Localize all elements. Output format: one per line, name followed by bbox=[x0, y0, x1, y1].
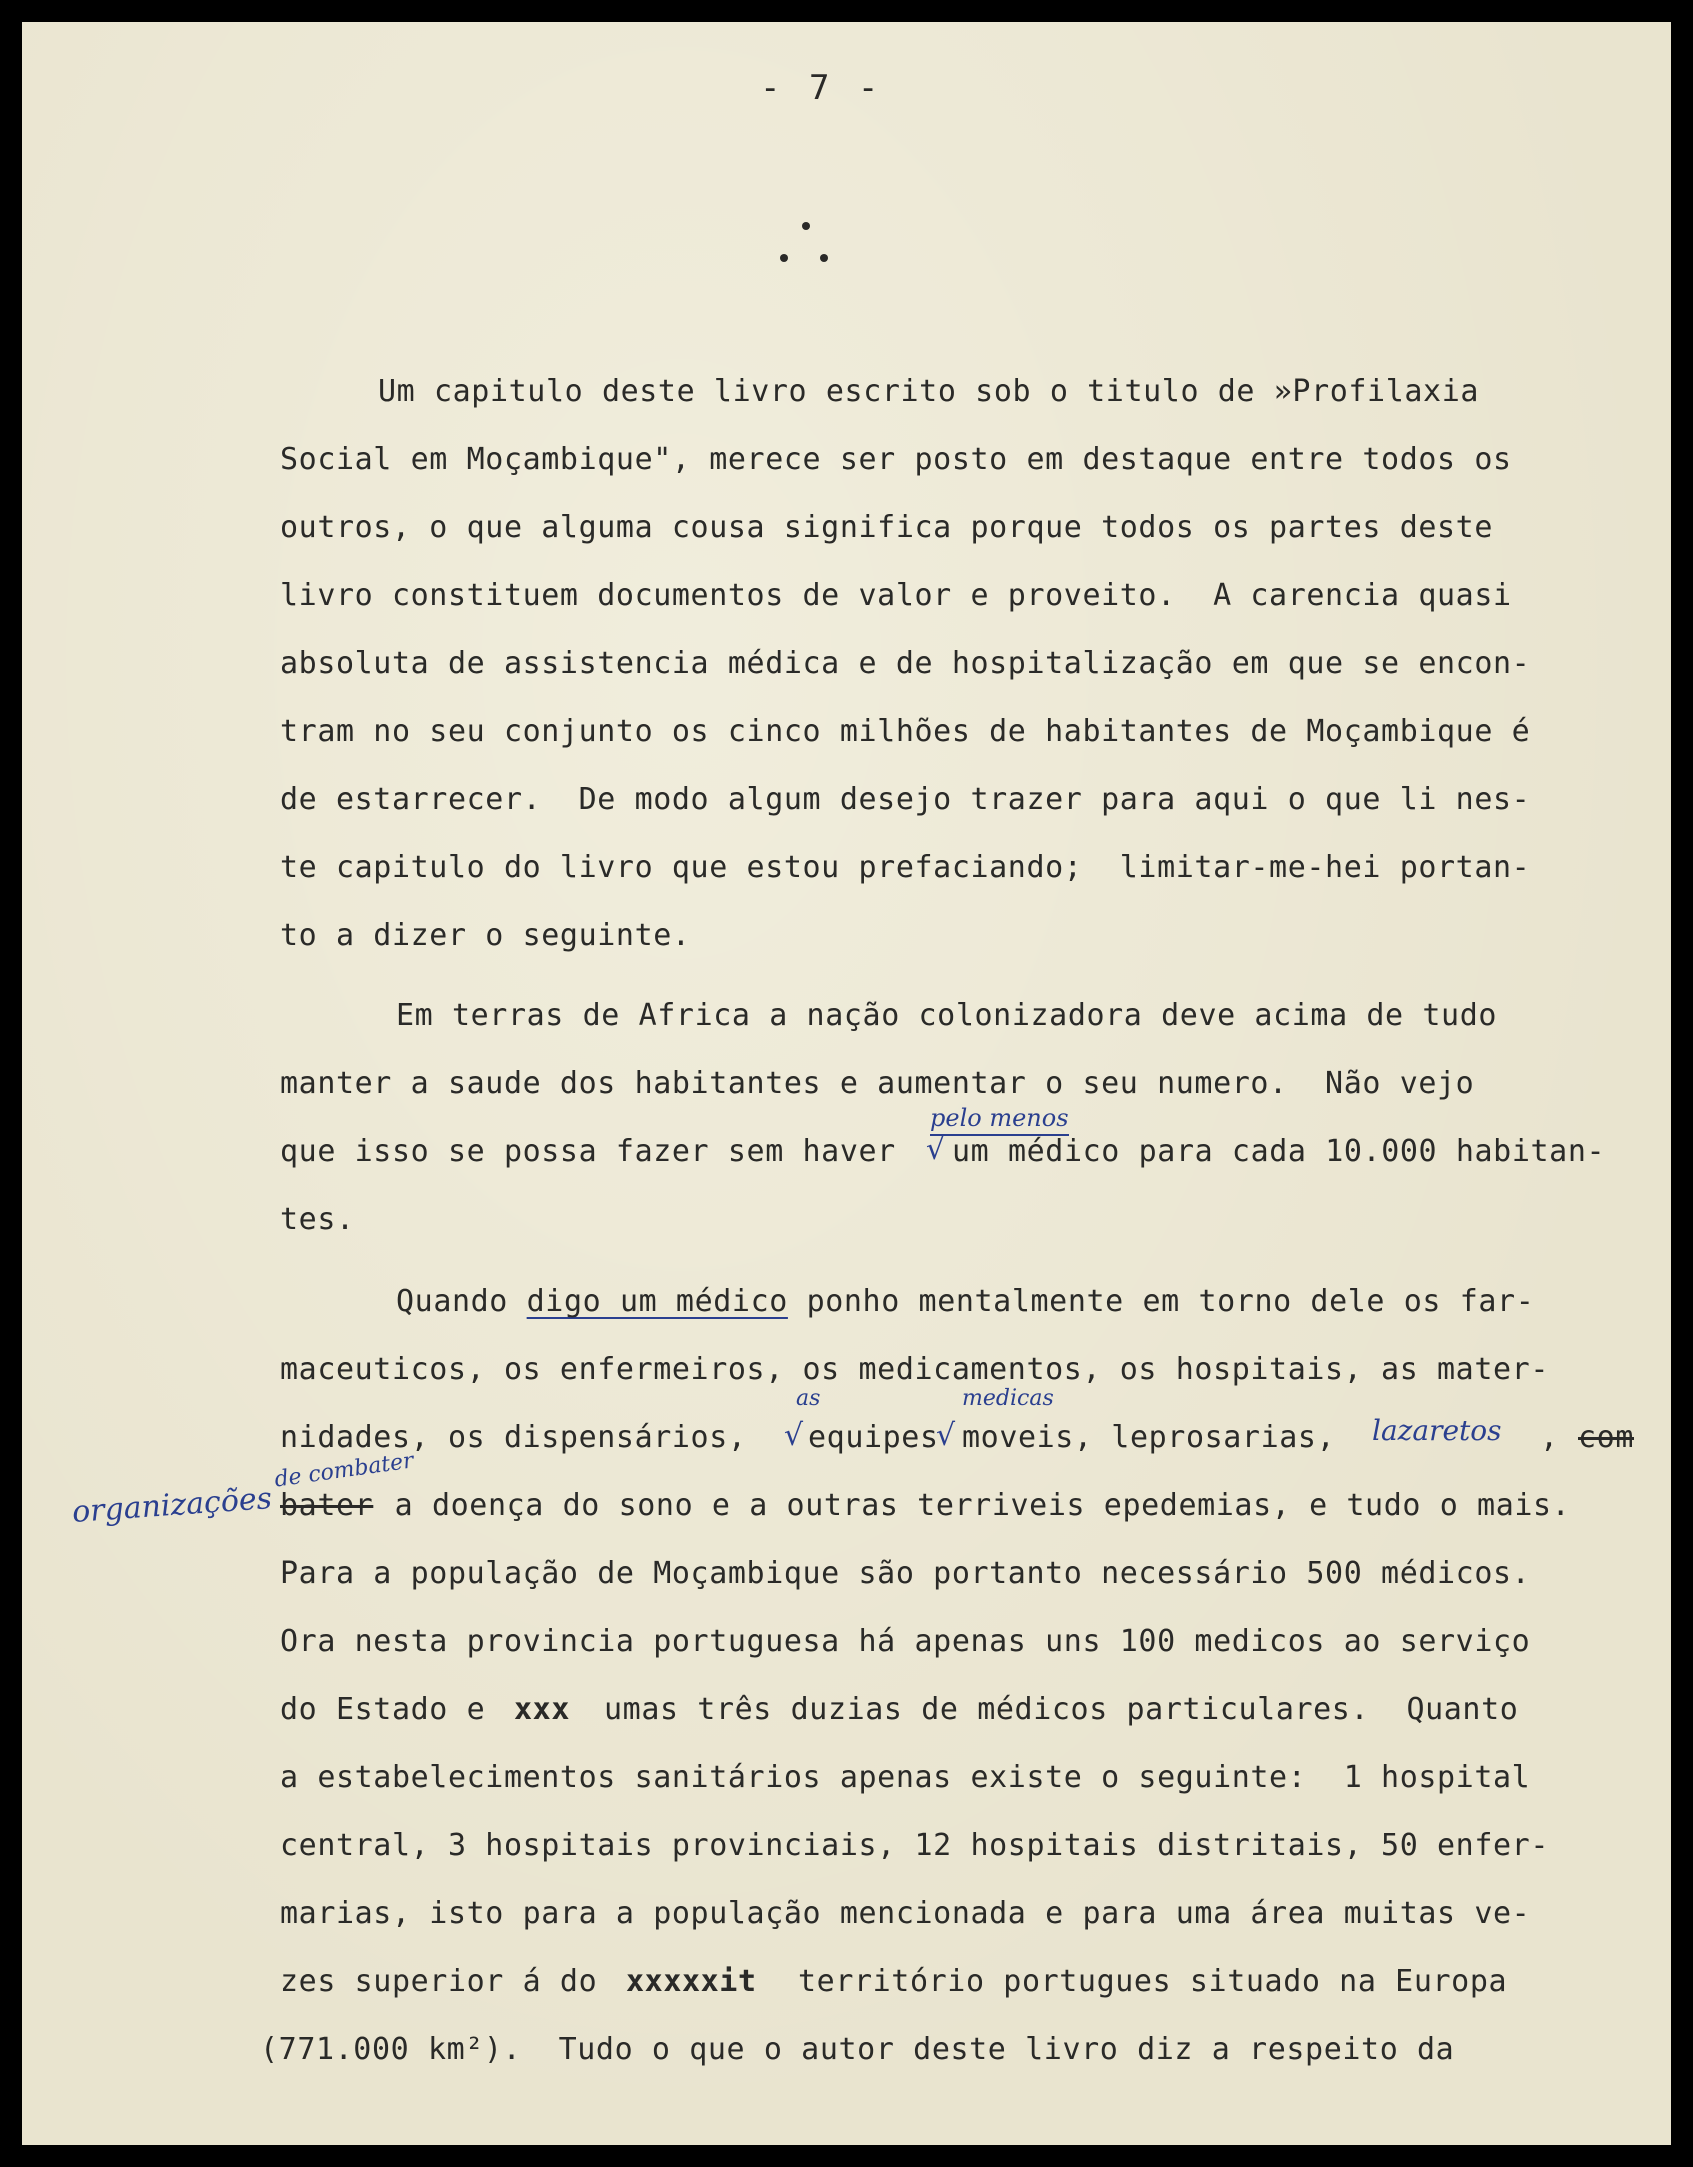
p3-line-1-start: Quando bbox=[396, 1284, 527, 1319]
p3-line-11a: zes superior á do bbox=[280, 1964, 616, 1999]
p1-line-2: Social em Moçambique", merece ser posto em destaque entre todos os bbox=[280, 442, 1512, 477]
p3-line-12: (771.000 km²). Tudo o que o autor deste livro diz a respeito da bbox=[260, 2032, 1455, 2067]
p3-line-1 bbox=[396, 1284, 1534, 1320]
p1-line-6: tram no seu conjunto os cinco milhões de habitantes de Moçambique é bbox=[280, 714, 1531, 749]
p3-struck-bater: bater bbox=[280, 1488, 374, 1523]
p1-line-1: Um capitulo deste livro escrito sob o titulo de »Profilaxia bbox=[378, 374, 1480, 409]
p3-struck-xxxxxit: xxxxxit bbox=[626, 1964, 757, 1999]
p1-line-8: te capitulo do livro que estou prefaciando; limitar-me-hei portan- bbox=[280, 850, 1531, 885]
p3-line-3d: , bbox=[1540, 1420, 1559, 1455]
p3-line-3c: moveis, leprosarias, bbox=[962, 1420, 1336, 1455]
p3-line-5: Para a população de Moçambique são portanto necessário 500 médicos. bbox=[280, 1556, 1531, 1591]
p2-line-2: manter a saude dos habitantes e aumentar o seu numero. Não vejo bbox=[280, 1066, 1475, 1101]
ornament-dot-left bbox=[780, 254, 788, 262]
p3-line-1-end: ponho mentalmente em torno dele os far- bbox=[787, 1284, 1535, 1319]
p3-line-8: a estabelecimentos sanitários apenas existe o seguinte: 1 hospital bbox=[280, 1760, 1531, 1795]
caret-mark-2: √ bbox=[784, 1418, 804, 1453]
p2-line-3a: que isso se possa fazer sem haver bbox=[280, 1134, 896, 1169]
p1-line-7: de estarrecer. De modo algum desejo trazer para aqui o que li nes- bbox=[280, 782, 1531, 817]
p1-line-4: livro constituem documentos de valor e proveito. A carencia quasi bbox=[280, 578, 1512, 613]
p2-line-1: Em terras de Africa a nação colonizadora deve acima de tudo bbox=[396, 998, 1498, 1033]
p3-line-7b: umas três duzias de médicos particulares. Quanto bbox=[604, 1692, 1519, 1727]
handwritten-as: as bbox=[796, 1386, 821, 1411]
p3-struck-xxx: xxx bbox=[514, 1692, 570, 1727]
handwritten-organizacoes: organizações bbox=[71, 1481, 274, 1530]
p3-line-4: a doença do sono e a outras terriveis epedemias, e tudo o mais. bbox=[376, 1488, 1571, 1523]
handwritten-medicas: medicas bbox=[962, 1386, 1054, 1411]
p2-line-4: tes. bbox=[280, 1202, 355, 1237]
p3-struck-com: com bbox=[1578, 1420, 1634, 1455]
p3-line-9: central, 3 hospitais provinciais, 12 hospitais distritais, 50 enfer- bbox=[280, 1828, 1549, 1863]
caret-mark-1: √ bbox=[926, 1132, 946, 1167]
p1-line-5: absoluta de assistencia médica e de hospitalização em que se encon- bbox=[280, 646, 1531, 681]
p3-line-3b: equipes bbox=[808, 1420, 939, 1455]
handwritten-de-combater: de combater bbox=[272, 1448, 416, 1493]
ornament-dot-right bbox=[820, 254, 828, 262]
p2-line-3b: um médico para cada 10.000 habitan- bbox=[952, 1134, 1606, 1169]
page-number: - 7 - bbox=[760, 68, 883, 108]
caret-mark-3: √ bbox=[936, 1418, 956, 1453]
p3-line-6: Ora nesta provincia portuguesa há apenas uns 100 medicos ao serviço bbox=[280, 1624, 1531, 1659]
p3-line-2: maceuticos, os enfermeiros, os medicamentos, os hospitais, as mater- bbox=[280, 1352, 1549, 1387]
p1-line-3: outros, o que alguma cousa significa porque todos os partes deste bbox=[280, 510, 1493, 545]
p3-line-7a: do Estado e bbox=[280, 1692, 504, 1727]
handwritten-pelo-menos: pelo menos bbox=[930, 1104, 1069, 1136]
p3-underlined-phrase: digo um médico bbox=[526, 1284, 788, 1319]
p1-line-9: to a dizer o seguinte. bbox=[280, 918, 691, 953]
p3-line-11b: território portugues situado na Europa bbox=[798, 1964, 1508, 1999]
p3-line-10: marias, isto para a população mencionada e para uma área muitas ve- bbox=[280, 1896, 1531, 1931]
ornament-dot-top bbox=[802, 222, 810, 230]
document-page bbox=[22, 22, 1671, 2145]
handwritten-lazaretos: lazaretos bbox=[1372, 1414, 1502, 1447]
p3-line-3a: nidades, os dispensários, bbox=[280, 1420, 747, 1455]
